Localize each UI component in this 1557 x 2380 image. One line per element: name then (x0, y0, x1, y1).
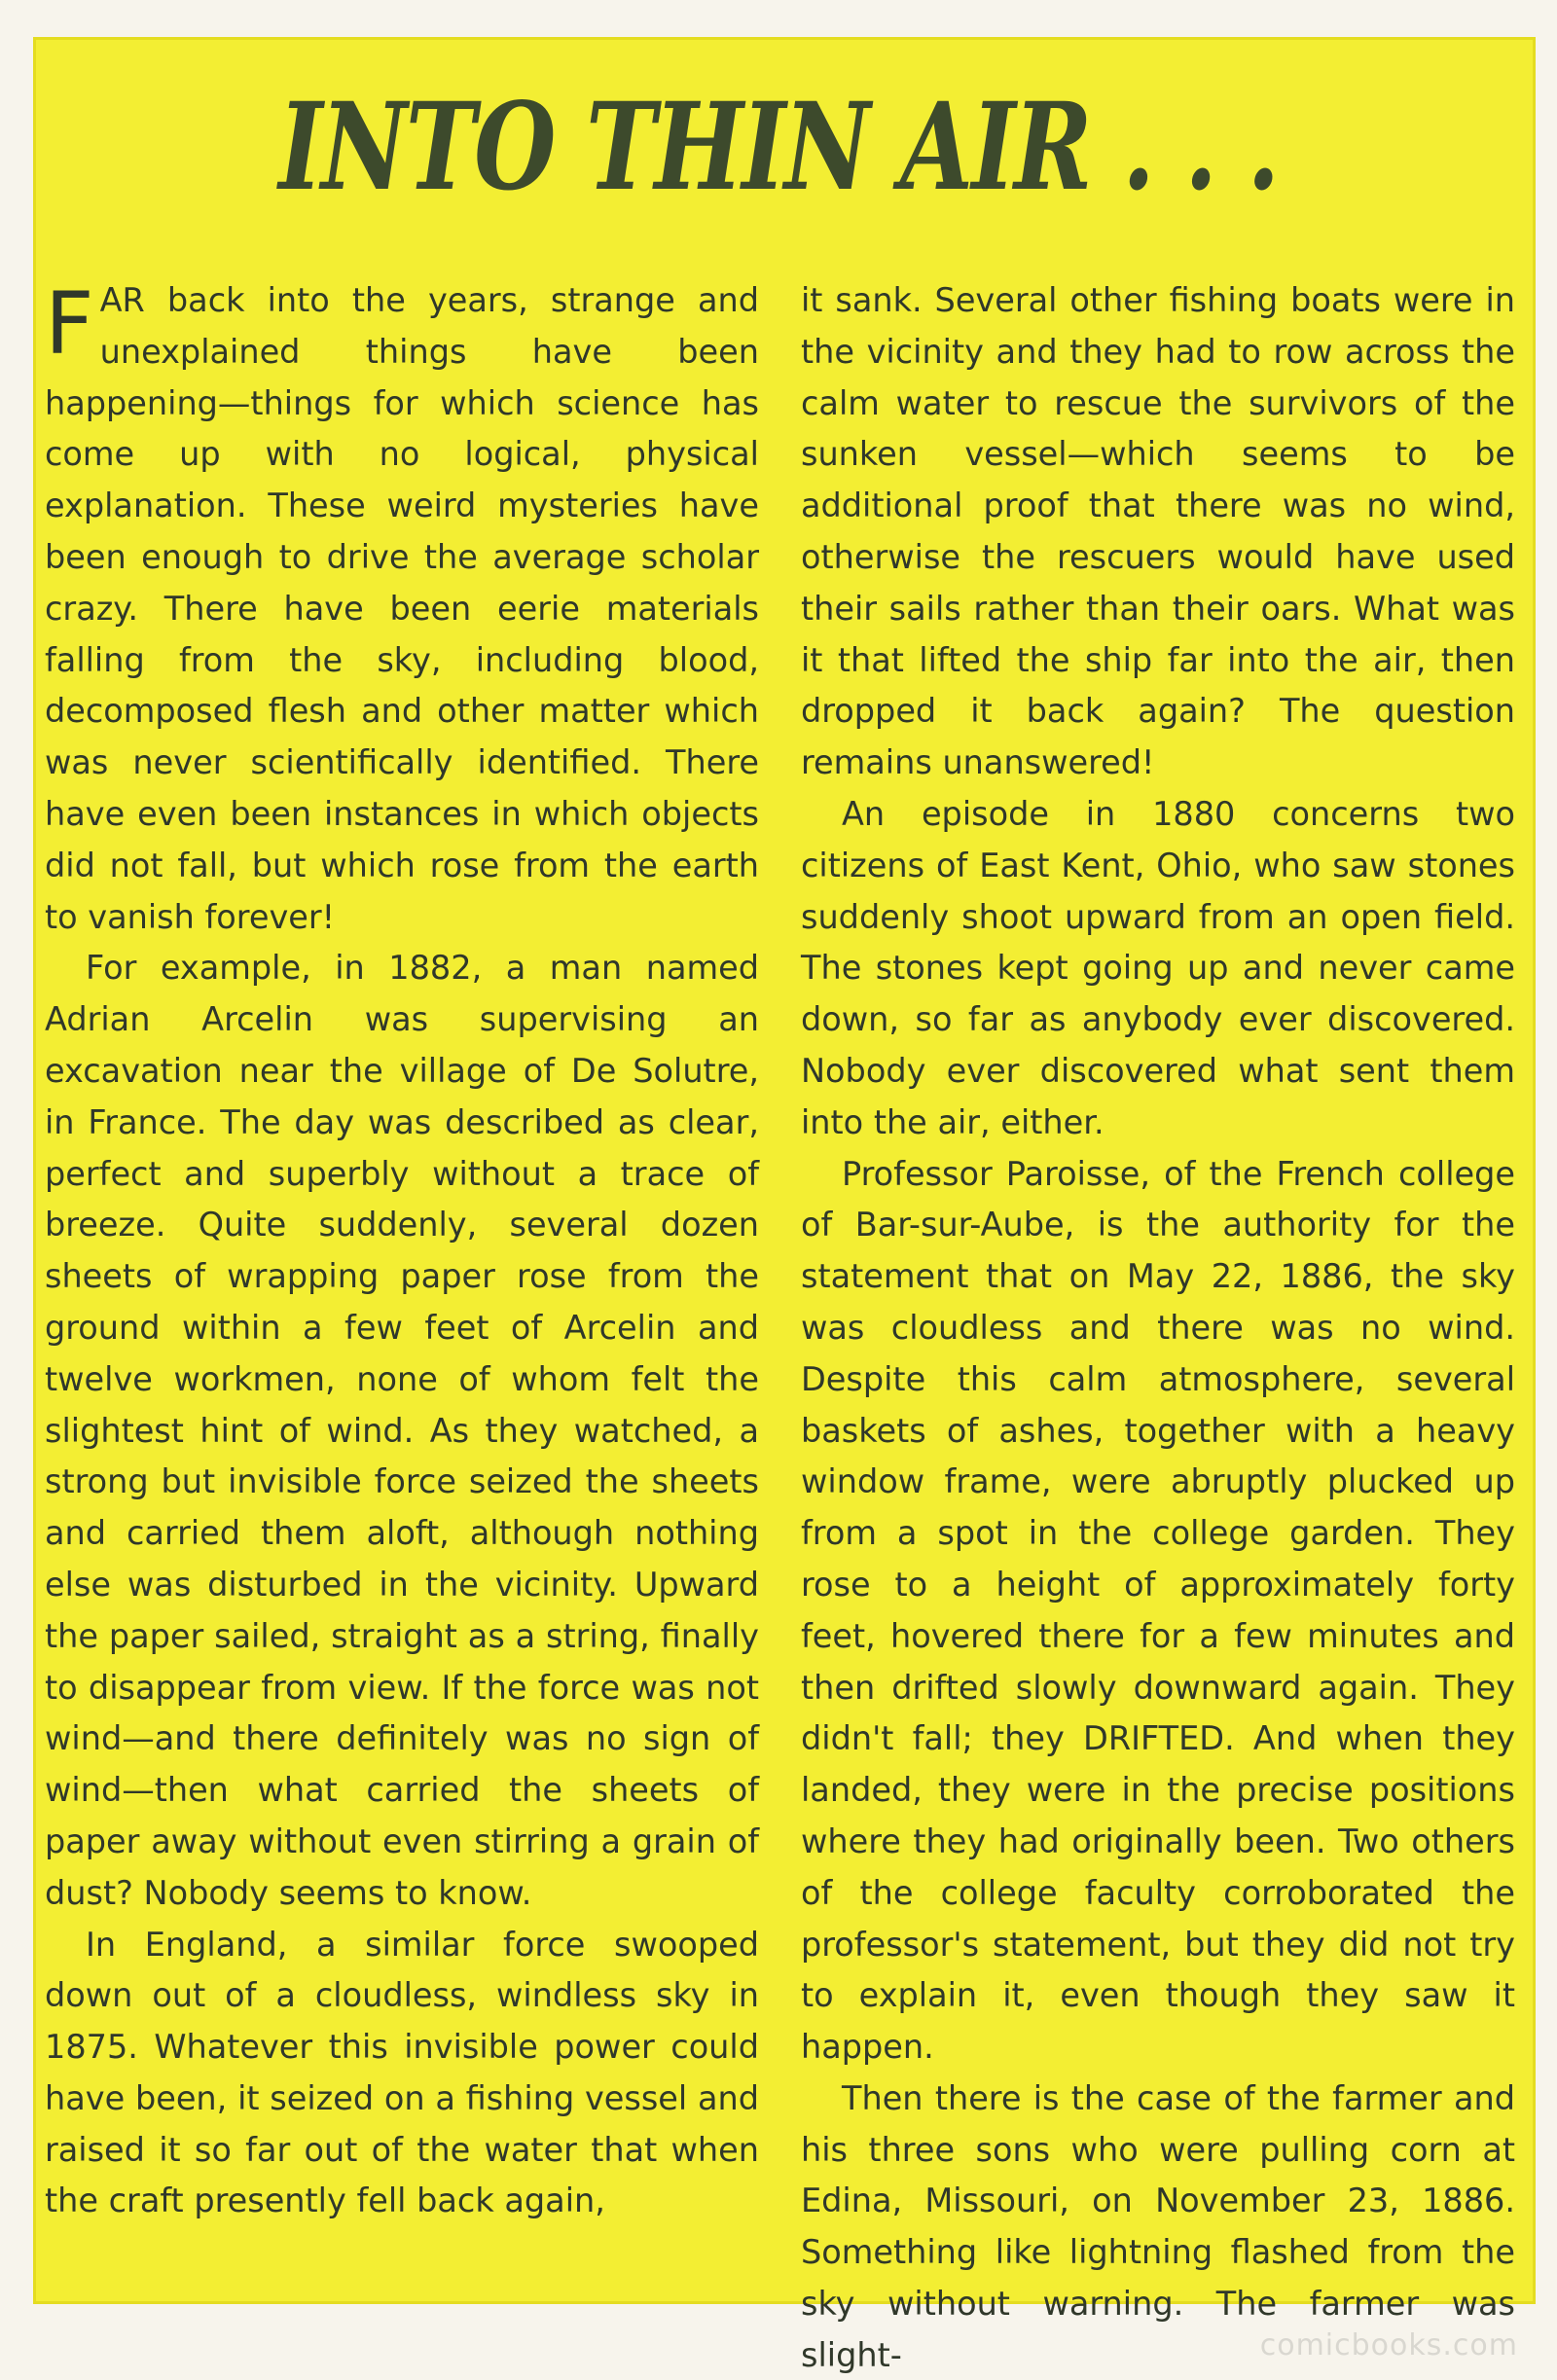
watermark: comicbooks.com (1259, 2328, 1518, 2362)
drop-cap: F (45, 273, 94, 374)
paragraph-paroisse: Professor Paroisse, of the French college of Bar-sur-Aube, is the authority for the statement that on May 22, 1886, the sky was cloudless and there was no wind. Despite this calm atmosphere, several baskets of ashes, together with a heavy window frame, were abruptly plucked up from a spot in the college garden. They rose to a height of approximately forty feet, hovered there for a few minutes and then drifted slowly downward again. They didn't fall; they DRIFTED. And when they landed, they were in the precise positions where they had originally been. Two others of the college faculty corroborated the professor's statement, but they did not try to explain it, even though they saw it happen. (801, 1154, 1515, 2067)
paragraph-edina: Then there is the case of the farmer and his three sons who were pulling corn at Edina, Missouri, on November 23, 1886. Something like lightning flashed from the sky without warning. The farmer was slight- (801, 2078, 1515, 2374)
paragraph-sinking: it sank. Several other fishing boats were in the vicinity and they had to row across the calm water to rescue the survivors of the sunken vessel—which seems to be additional proof that there was no wind, otherwise the rescuers would have used their sails rather than their oars. What was it that lifted the ship far into the air, then dropped it back again? The question remains unanswered! (801, 281, 1515, 782)
paragraph-intro-text: AR back into the years, strange and unexplained things have been happening—things for which science has come up with no logical, physical explanation. These weird mysteries have been enough to drive the average scholar crazy. There have been eerie materials falling from the sky, including blood, decomposed flesh and other matter which was never scientifically identified. There have even been instances in which objects did not fall, but which rose from the earth to vanish forever! (45, 281, 759, 936)
paragraph-intro (45, 275, 759, 943)
right-column (801, 275, 1515, 2380)
paragraph-england: In England, a similar force swooped down out of a cloudless, windless sky in 1875. Whatever this invisible power could have been, it seized on a fishing vessel and raised it so far out of the water that when the craft presently fell back again, (45, 1925, 759, 2220)
left-column (45, 275, 759, 2227)
paragraph-arcelin: For example, in 1882, a man named Adrian Arcelin was supervising an excavation near the village of De Solutre, in France. The day was described as clear, perfect and superbly without a trace of breeze. Quite suddenly, several dozen sheets of wrapping paper rose from the ground within a few feet of Arcelin and twelve workmen, none of whom felt the slightest hint of wind. As they watched, a strong but invisible force seized the sheets and carried them aloft, although nothing else was disturbed in the vicinity. Upward the paper sailed, straight as a string, finally to disappear from view. If the force was not wind—and there definitely was no sign of wind—then what carried the sheets of paper away without even stirring a grain of dust? Nobody seems to know. (45, 949, 759, 1912)
paragraph-east-kent: An episode in 1880 concerns two citizens of East Kent, Ohio, who saw stones suddenly shoot upward from an open field. The stones kept going up and never came down, so far as anybody ever discovered. Nobody ever discovered what sent them into the air, either. (801, 794, 1515, 1141)
page-title: INTO THIN AIR . . . (278, 77, 1279, 218)
